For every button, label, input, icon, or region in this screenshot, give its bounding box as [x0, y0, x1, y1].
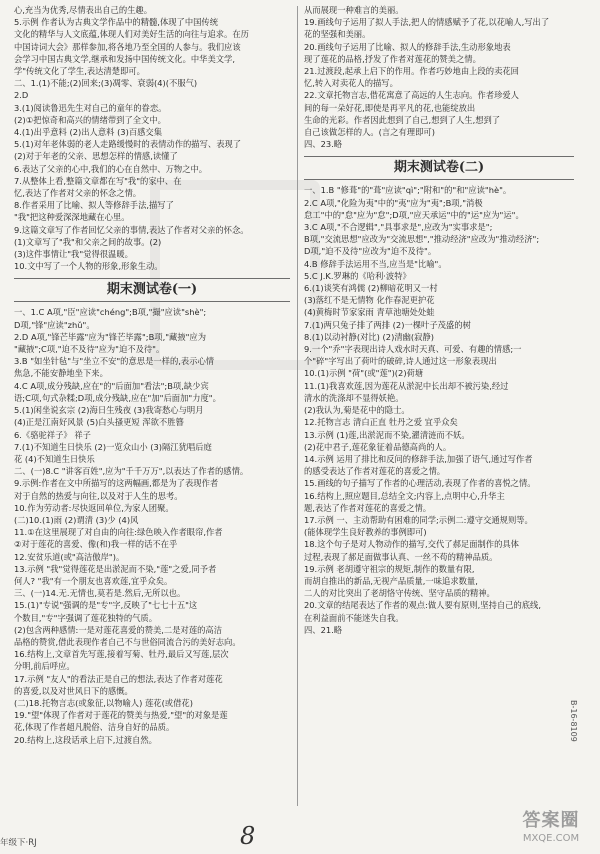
answer-line: 题,表达了作者对莲花的喜爱之情。	[304, 502, 432, 513]
answer-line: (2)我认为,菊是花中的隐士。	[304, 405, 410, 416]
answer-line: 花 (4)不知道生日快乐	[14, 453, 95, 464]
answer-line: 2.D A项,"锋芒毕露"应为"锋芒毕露";B项,"藏掖"应为	[14, 331, 207, 342]
answer-line: 2.C A项,"化险为夷"中的"夷"应为"夷";B项,"消极	[304, 197, 483, 208]
answer-line: 7.从整体上看,整篇文章都在写"我"的家中、在	[14, 175, 182, 186]
answer-line: 8.(1)以动衬静(对比) (2)清幽(寂静)	[304, 331, 434, 342]
answer-line: 4.C A项,成分残缺,应在"的"后面加"看法";B项,缺少宾	[14, 380, 209, 391]
answer-line: 20.画线句子运用了比喻、拟人的修辞手法,生动形象地表	[304, 41, 511, 52]
answer-line: 焦急,不能安静地坐下来。	[14, 368, 108, 379]
answer-line: D项,"迫不及待"应改为"迫不及待"。	[304, 246, 437, 257]
answer-line: 5.(1)闲坐说玄宗 (2)海日生残夜 (3)我寄愁心与明月	[14, 405, 204, 416]
answer-line: 10.文中写了一个人物的形象,形象生动。	[14, 261, 163, 272]
answer-line: 学"传统文化了学生,表达清楚即可。	[14, 66, 145, 77]
answer-line: 10.(1)示例 "荷"(或"莲")(2)荷塘	[304, 368, 424, 379]
answer-line: 17.示例 "友人"的看法正是自己的想法,表达了作者对莲花	[14, 673, 223, 684]
answer-line: D项,"锋"应读"zhǔ"。	[14, 319, 95, 330]
answer-line: 11.①在这里展现了对自由的向往:绿色映入作者眼帘,作者	[14, 527, 223, 538]
answer-line: 语;C项,句式杂糅;D项,成分残缺,应在"加"后面加"力度"。	[14, 392, 221, 403]
left-column-bottom-block	[14, 306, 290, 745]
answer-line: 个数目,"专"字强调了莲花独特的气质。	[14, 612, 158, 623]
answer-line: 7.(1)不知道生日快乐 (2)一览众山小 (3)隔江犹唱后庭	[14, 441, 212, 452]
answer-line: 二人的对比突出了老胡恪守传统、坚守品质的精神。	[304, 588, 495, 599]
answer-line: 对于自然的热爱与向往,以及对于人生的思考。	[14, 490, 183, 501]
answer-line: 而胡自推出的新品,无视产品质量,一味追求数量,	[304, 575, 478, 586]
answer-line: (2)①把惊奇和高兴的情绪带到了全文中。	[14, 114, 166, 125]
answer-line: 忆,转入对卖花人的描写。	[304, 78, 398, 89]
answer-line: 5.示例 作者认为古典文学作品中的精髓,体现了中国传统	[14, 17, 219, 28]
answer-line: 5.C J.K.罗琳的《哈利·波特》	[304, 270, 411, 281]
answer-line: (3)落红不是无情物 化作春泥更护花	[304, 295, 435, 306]
answer-line: 2.D	[14, 90, 29, 101]
answer-line: (2)花中君子,莲花象征着品德高尚的人。	[304, 441, 452, 452]
watermark-line-2: MXQE.COM	[522, 833, 580, 844]
answer-line: (4)正是江南好风景 (5)白头搔更短 浑欲不胜簪	[14, 417, 184, 428]
answer-line: 16.结构上,照应题目,总结全文;内容上,点明中心,升华主	[304, 490, 505, 501]
answer-line: 19."望"体现了作者对于莲花的赞美与热爱,"望"的对象是莲	[14, 710, 228, 721]
answer-line: (二)18.托物言志(或象征,以物喻人) 莲花(或借花)	[14, 697, 193, 708]
answer-line: 12.安贫乐道(或"高洁傲岸")。	[14, 551, 125, 562]
answer-line: 20.结构上,这段话承上启下,过渡自然。	[14, 734, 157, 745]
answer-line: 6.(1)谈笑有鸿儒 (2)柳暗花明又一村	[304, 283, 438, 294]
answer-line: 3.B "如坐针毡"与"坐立不安"的意思是一样的,表示心情	[14, 356, 215, 367]
side-code: B-16-8109	[569, 700, 578, 742]
watermark-line-1: 答案圈	[522, 810, 580, 831]
answer-line: 15.(1)"专说"强调的是"专"字,反映了"七七十五"这	[14, 600, 198, 611]
answer-line: 8.作者采用了比喻、拟人等修辞手法,描写了	[14, 200, 174, 211]
answer-line: 13.示例 "我"觉得莲花是出淤泥而不染,"莲"之爱,同予者	[14, 563, 217, 574]
answer-line: 6.表达了父亲的心中,我们的心在自然中、万物之中。	[14, 163, 208, 174]
answer-line: 的喜爱,以及对世风日下的感慨。	[14, 685, 133, 696]
left-column-top-block	[14, 4, 290, 272]
answer-line: 20.文章的结尾表达了作者的观点:做人要有原则,坚持自己的底线,	[304, 600, 541, 611]
answer-line: 个"碎"字写出了荷叶的破碎,诗人通过这一形象表现出	[304, 356, 497, 367]
answer-line: 19.示例 老胡遵守祖宗的规矩,制作的数量有限,	[304, 563, 475, 574]
answer-line: B项,"交流思想"应改为"交流思想","推动经济"应改为"推动经济";	[304, 234, 540, 245]
right-column	[304, 4, 574, 814]
answer-line: 4.(1)出乎意料 (2)出人意料 (3)百感交集	[14, 127, 163, 138]
left-column	[14, 4, 290, 802]
answer-line: 生命的光彩。作者因此想到了自己,想到了人生,想到了	[304, 114, 501, 125]
answer-line: 16.结构上,文章首先写莲,接着写菊、牡丹,最后又写莲,层次	[14, 649, 229, 660]
answer-line: 二、1.(1)不能;(2)回来;(3)凋零、衰弱(4)(不服气)	[14, 78, 198, 89]
answer-line: 17.示例 一、主动帮助有困难的同学;示例二:遵守交通规则等。	[304, 514, 533, 525]
answer-line: "我"把这种爱深深地藏在心里。	[14, 212, 130, 223]
answer-line: 21.过渡段,起承上启下的作用。作者巧妙地由上段的卖花回	[304, 66, 519, 77]
answer-line: 现了莲花的品格,抒发了作者对莲花的赞美之情。	[304, 53, 481, 64]
answer-line: 二、(一)8.C "讲客百姓",应为"千千万万",以表达了作者的感情。	[14, 466, 249, 477]
answer-line: 7.(1)两只兔子排了两排 (2)一棵叶子茂盛的树	[304, 319, 471, 330]
answer-line: 11.(1)我喜欢莲,因为莲花从淤泥中长出却不被污染,经过	[304, 380, 509, 391]
answer-line: (4)黄梅时节家家雨 青草池塘处处蛙	[304, 307, 435, 318]
answer-line: 一、1.C A项,"臣"应读"chéng";B项,"撮"应读"shè";	[14, 307, 207, 318]
right-column-top-block	[304, 4, 574, 150]
right-column-bottom-block	[304, 184, 574, 636]
answer-line: 3.C A项,"不合逻辑","具事求是",应改为"实事求是";	[304, 222, 493, 233]
answer-line: 自己该做怎样的人。(言之有理即可)	[304, 127, 435, 138]
answer-line: 5.(1)对年老体弱的老人走路缓慢时的表情动作的描写、表现了	[14, 139, 242, 150]
answer-line: "藏掖";C项,"迫不及待"应为"迫不及待"。	[14, 344, 165, 355]
answer-line: (2)包含两种感情:一是对莲花喜爱的赞美,二是对莲的高洁	[14, 624, 223, 635]
watermark-logo	[505, 810, 597, 852]
answer-line: 忆,表达了作者对父亲的怀念之情。	[14, 188, 142, 199]
answer-line: 心,充当为优秀,尽情表出自己的生趣。	[14, 5, 153, 15]
answer-line: 三、(一)14.无.无情也,莫若是.然后,无所以也。	[14, 588, 186, 599]
answer-line: (能体现学生良好教养的事例即可)	[304, 527, 427, 538]
answer-line: 文化的精华与人文底蕴,体现人们对美好生活的向往与追求。在历	[14, 29, 249, 40]
answer-line: 花,体现了作者超凡脱俗、洁身自好的品质。	[14, 722, 175, 733]
answer-line: 何人? "我"有一个朋友也喜欢莲,宜乎众矣。	[14, 575, 173, 586]
answer-line: 四、23.略	[304, 139, 343, 150]
answer-line: 14.示例 运用了排比和反问的修辞手法,加强了语气,通过写作者	[304, 453, 533, 464]
answer-line: 22.文章托物言志,借花寓意了高远的人生志向。作者珍爱人	[304, 90, 519, 101]
answer-line: 间的每一朵好花,即使是再平凡的花,也能绽放出	[304, 102, 476, 113]
section-title-final-exam-2: 期末测试卷(二)	[304, 156, 574, 180]
answer-line: 9.示例:作者在文中所描写的这两幅画,都是为了表现作者	[14, 478, 219, 489]
answer-line: 分明,前后呼应。	[14, 661, 75, 672]
answer-line: 的感受表达了作者对莲花的喜爱之情。	[304, 466, 446, 477]
answer-line: 15.画线的句子描写了作者的心理活动,表现了作者的喜悦之情。	[304, 478, 536, 489]
answer-line: 9.一个"乔"字表现出诗人戏水时天真、可爱、有趣的情感;一	[304, 344, 522, 355]
section-title-final-exam-1: 期末测试卷(一)	[14, 278, 290, 302]
answer-line: 过程,表现了郝足面做事认真、一丝不苟的精神品质。	[304, 551, 498, 562]
answer-line: (二)10.(1)雨 (2)谓清 (3)少 (4)风	[14, 514, 139, 525]
answer-line: 品格的赞赏,借此表现作者自己不与世俗同流合污的美好志向。	[14, 636, 241, 647]
answer-line: 中国诗词大会》那样参加,将各地乃至全国的人参与。我们应该	[14, 41, 241, 52]
answer-line: 10.作为劳动者:尽快返回单位,为家人团聚。	[14, 502, 174, 513]
answer-line: 12.托物言志 清白正直 牡丹之爱 宜乎众矣	[304, 417, 458, 428]
answer-line: 4.B 修辞手法运用不当,应当是"比喻"。	[304, 258, 447, 269]
answer-line: 一、1.B "修葺"的"葺"应读"qì";"附和"的"和"应读"hè"。	[304, 185, 512, 196]
answer-line: 3.(1)阅读鲁迅先生对自己的童年的眷恋。	[14, 102, 167, 113]
answer-line: 9.这篇文章写了作者回忆父亲的事情,表达了作者对父亲的怀念。	[14, 224, 249, 235]
answer-line: ②对于莲花的喜爱、像(和)我一样的话不在乎	[14, 539, 178, 550]
answer-line: 在利益面前不能迷失自我。	[304, 612, 404, 623]
answer-line: 19.画线句子运用了拟人手法,把人的情感赋予了花,以花喻人,写出了	[304, 17, 550, 28]
answer-line: 花的坚强和美丽。	[304, 29, 371, 40]
answer-line: (1)文章写了"我"和父亲之间的故事。(2)	[14, 236, 162, 247]
grade-label: 年级下·RJ	[0, 838, 37, 848]
answer-line: 13.示例 (1)莲,出淤泥而不染,濯清涟而不妖。	[304, 429, 470, 440]
page-number: 8	[240, 822, 256, 850]
answer-line: (2)对于年老的父亲、思想怎样的情感,读懂了	[14, 151, 178, 162]
answer-line: (3)这件事情让"我"觉得很温暖。	[14, 249, 133, 260]
answer-line: 18.这个句子是对人物动作的描写,交代了郝足面制作的具体	[304, 539, 519, 550]
answer-line: 怠工"中的"怠"应为"怠";D项,"应天承运"中的"运"应为"运"。	[304, 209, 524, 220]
answer-line: 6.《骆驼祥子》 祥子	[14, 429, 91, 440]
answer-line: 会学习中国古典文学,继承和发扬中国传统文化。中华美文学,	[14, 53, 235, 64]
column-divider	[297, 6, 298, 806]
answer-line: 从而展现一种难言的美丽。	[304, 5, 404, 15]
answer-line: 清水的洗涤却不显得妖艳。	[304, 392, 404, 403]
answer-line: 四、21.略	[304, 624, 343, 635]
